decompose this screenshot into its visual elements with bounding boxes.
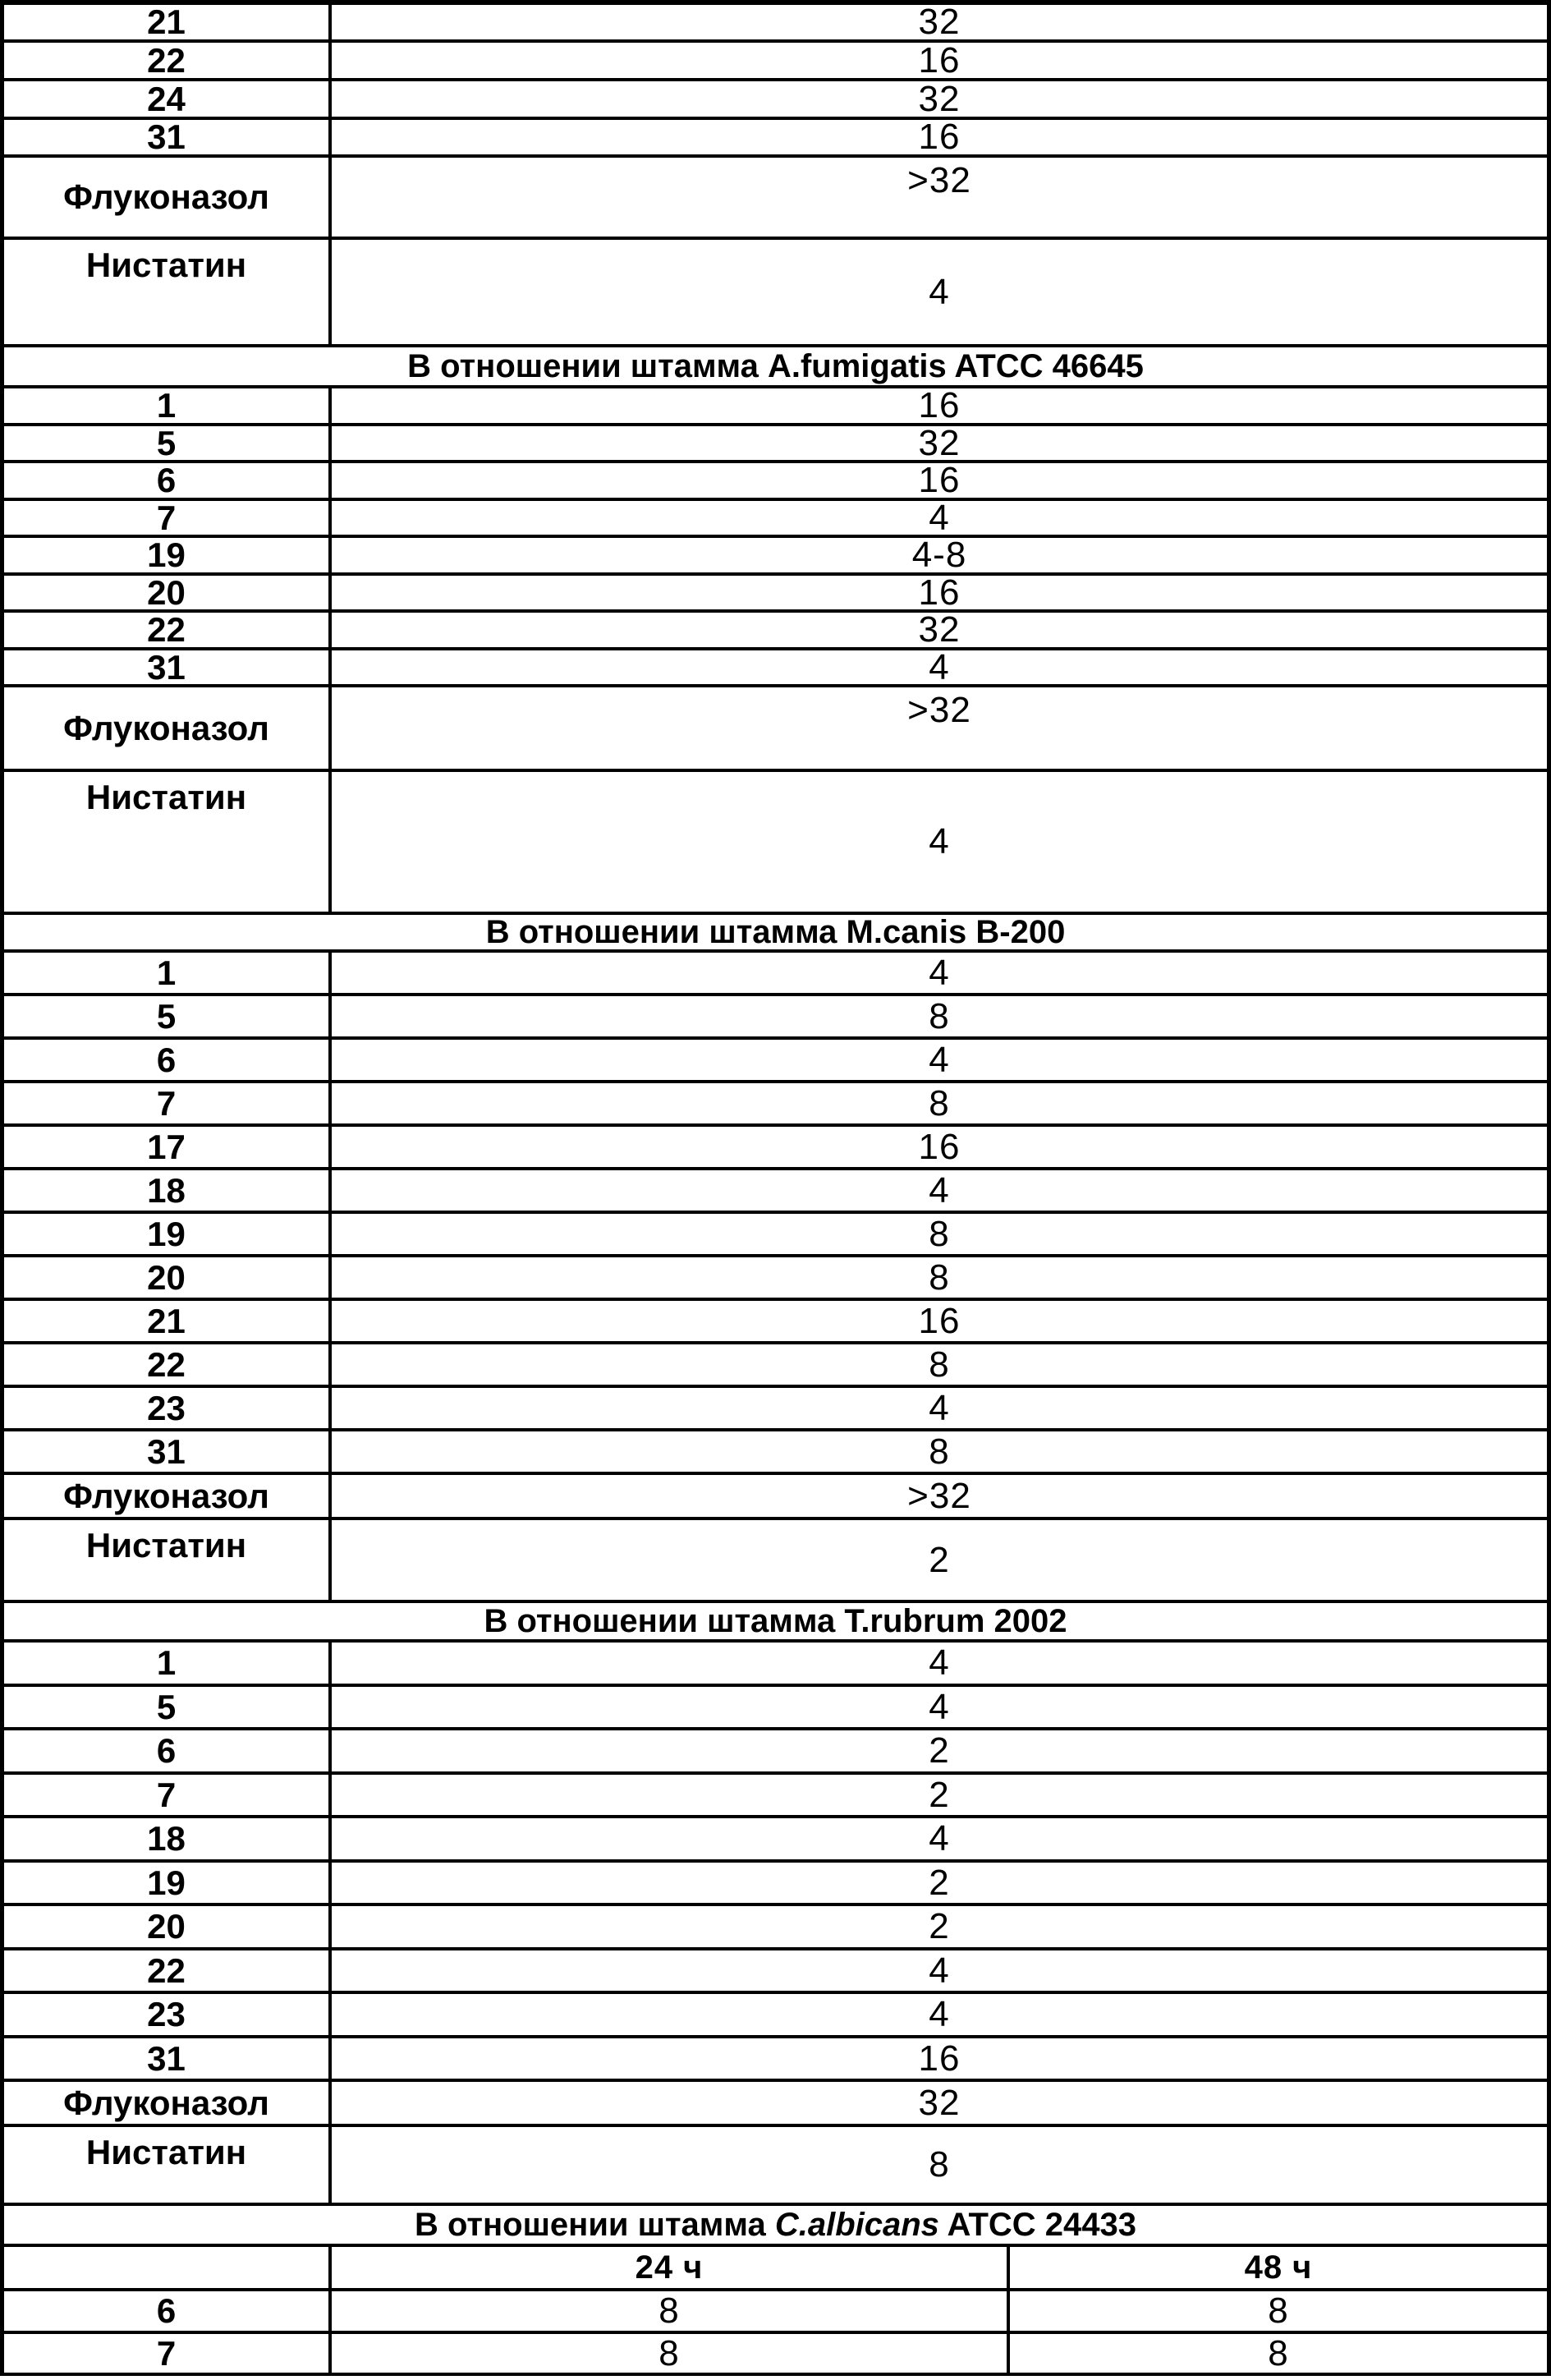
compound-number: 23	[4, 1994, 332, 2035]
mic-value: 4	[929, 271, 950, 312]
mic-value-48h: 8	[1268, 2332, 1289, 2373]
mic-value: 4	[929, 497, 950, 538]
drug-row-fluconazole	[4, 687, 1547, 772]
section-header-row	[4, 1603, 1547, 1643]
drug-name: Нистатин	[4, 772, 332, 912]
drug-name: Нистатин	[4, 1520, 332, 1600]
compound-number: 23	[4, 1388, 332, 1428]
drug-row-nystatin	[4, 772, 1547, 915]
drug-name: Нистатин	[4, 240, 332, 344]
mic-value: 32	[918, 2082, 961, 2123]
mic-value: 4	[929, 1387, 950, 1428]
mic-value: 2	[929, 1539, 950, 1580]
compound-number: 7	[4, 501, 332, 535]
table-row	[4, 609, 1547, 650]
drug-row-nystatin	[4, 2127, 1547, 2206]
compound-number: 1	[4, 388, 332, 423]
mic-value: 32	[918, 609, 961, 650]
mic-value: 8	[929, 1344, 950, 1385]
mic-value: >32	[907, 690, 971, 730]
compound-number: 22	[4, 1344, 332, 1385]
drug-row-nystatin	[4, 1520, 1547, 1603]
mic-value: 8	[929, 1213, 950, 1254]
mic-value: 16	[918, 39, 961, 80]
compound-number: 7	[4, 1083, 332, 1123]
mic-value: 16	[918, 1126, 961, 1167]
mic-value: 8	[929, 995, 950, 1036]
compound-number: 18	[4, 1170, 332, 1211]
compound-number: 5	[4, 426, 332, 460]
empty-corner-cell	[4, 2247, 332, 2288]
drug-name: Флуконазол	[4, 1475, 332, 1517]
mic-value: 8	[929, 1431, 950, 1472]
table-row	[4, 1040, 1547, 1083]
compound-number: 22	[4, 43, 332, 78]
compound-number: 31	[4, 650, 332, 684]
column-header-row	[4, 2247, 1547, 2291]
mic-value: 16	[918, 1300, 961, 1341]
table-row	[4, 1775, 1547, 1818]
drug-name: Флуконазол	[4, 158, 332, 237]
table-row	[4, 2, 1547, 43]
compound-number: 19	[4, 1214, 332, 1254]
mic-value: >32	[907, 160, 971, 200]
strain-name-italic: C.albicans	[774, 2207, 939, 2243]
compound-number: 20	[4, 576, 332, 609]
compound-number: 18	[4, 1818, 332, 1859]
header-prefix: В отношении штамма	[414, 2207, 775, 2243]
section-header	[4, 2206, 1547, 2244]
table-row	[4, 460, 1547, 501]
drug-row-fluconazole	[4, 158, 1547, 240]
table-row	[4, 1950, 1547, 1994]
table-row	[4, 78, 1547, 120]
mic-value: 16	[918, 2038, 961, 2079]
table-row	[4, 1083, 1547, 1127]
table-row	[4, 1257, 1547, 1301]
table-row	[4, 572, 1547, 613]
table-row	[4, 1214, 1547, 1257]
compound-number: 1	[4, 1643, 332, 1684]
drug-name: Нистатин	[4, 2127, 332, 2203]
table-row	[4, 39, 1547, 81]
table-row	[4, 1906, 1547, 1950]
mic-value: 2	[929, 1730, 950, 1771]
mic-value: 4	[929, 1643, 950, 1683]
table-row	[4, 2334, 1547, 2376]
mic-value: 4	[929, 1169, 950, 1211]
drug-row-fluconazole	[4, 1475, 1547, 1520]
table-row	[4, 1818, 1547, 1863]
mic-value: 32	[918, 422, 961, 463]
mic-value: 16	[918, 572, 961, 613]
table-row	[4, 2291, 1547, 2334]
compound-number: 5	[4, 996, 332, 1036]
header-suffix: ATCC 24433	[938, 2207, 1137, 2243]
table-row	[4, 1301, 1547, 1344]
mic-value: 4	[929, 1686, 950, 1727]
table-row	[4, 1170, 1547, 1214]
table-row	[4, 1388, 1547, 1431]
table-row	[4, 646, 1547, 687]
mic-value-48h: 8	[1268, 2290, 1289, 2331]
drug-name: Флуконазол	[4, 687, 332, 769]
compound-number: 7	[4, 2334, 332, 2373]
mic-value: 4	[929, 952, 950, 993]
mic-value: 32	[918, 78, 961, 119]
compound-number: 19	[4, 1863, 332, 1903]
mic-value: 16	[918, 460, 961, 500]
table-row	[4, 1994, 1547, 2038]
column-header-24h: 24 ч	[332, 2247, 1010, 2288]
mic-value: 16	[918, 117, 961, 157]
mic-value: 16	[918, 385, 961, 425]
compound-number: 1	[4, 953, 332, 993]
mic-value: 32	[918, 2, 961, 42]
compound-number: 21	[4, 5, 332, 39]
compound-number: 31	[4, 1431, 332, 1472]
section-header: В отношении штамма M.canis В-200	[485, 914, 1066, 950]
mic-value: 4	[929, 821, 950, 861]
compound-number: 6	[4, 2291, 332, 2331]
compound-number: 24	[4, 81, 332, 117]
section-header: В отношении штамма T.rubrum 2002	[484, 1603, 1067, 1639]
column-header-48h: 48 ч	[1244, 2249, 1313, 2286]
mic-value: 4-8	[911, 535, 967, 575]
compound-number: 20	[4, 1257, 332, 1298]
mic-value: 2	[929, 1906, 950, 1946]
compound-number: 21	[4, 1301, 332, 1341]
section-header: В отношении штамма A.fumigatis ATCC 46645	[407, 348, 1144, 384]
compound-number: 6	[4, 463, 332, 498]
compound-number: 31	[4, 2038, 332, 2079]
mic-value: 2	[929, 1862, 950, 1903]
compound-number: 17	[4, 1127, 332, 1167]
table-row	[4, 497, 1547, 538]
drug-row-fluconazole	[4, 2082, 1547, 2127]
table-row	[4, 1127, 1547, 1170]
table-row	[4, 1344, 1547, 1388]
table-row	[4, 422, 1547, 463]
table-row	[4, 953, 1547, 996]
table-row	[4, 1863, 1547, 1906]
compound-number: 22	[4, 1950, 332, 1991]
compound-number: 19	[4, 538, 332, 572]
table-row	[4, 1431, 1547, 1475]
table-row	[4, 996, 1547, 1040]
table-row	[4, 2038, 1547, 2082]
mic-value: 4	[929, 1950, 950, 1991]
drug-row-nystatin	[4, 240, 1547, 347]
table-row	[4, 117, 1547, 158]
compound-number: 20	[4, 1906, 332, 1947]
compound-number: 31	[4, 120, 332, 154]
section-header-row	[4, 347, 1547, 388]
compound-number: 22	[4, 613, 332, 647]
mic-value: 2	[929, 1774, 950, 1815]
mic-value: 4	[929, 1818, 950, 1859]
mic-value: 4	[929, 1039, 950, 1080]
section-header-row	[4, 2206, 1547, 2247]
mic-value: 4	[929, 646, 950, 687]
mic-value: 8	[929, 1257, 950, 1298]
compound-number: 6	[4, 1730, 332, 1771]
mic-value: 4	[929, 1994, 950, 2034]
table-row	[4, 1730, 1547, 1775]
table-row	[4, 1643, 1547, 1687]
compound-number: 7	[4, 1775, 332, 1815]
drug-name: Флуконазол	[4, 2082, 332, 2124]
compound-number: 6	[4, 1040, 332, 1080]
mic-value-24h: 8	[332, 2334, 1010, 2373]
table-row	[4, 385, 1547, 426]
mic-value: 8	[929, 2144, 950, 2185]
mic-value: >32	[907, 1475, 971, 1516]
section-header-row	[4, 915, 1547, 953]
table-row	[4, 535, 1547, 576]
compound-number: 5	[4, 1687, 332, 1727]
mic-value-24h: 8	[332, 2291, 1010, 2331]
table-row	[4, 1687, 1547, 1730]
mic-value: 8	[929, 1082, 950, 1123]
